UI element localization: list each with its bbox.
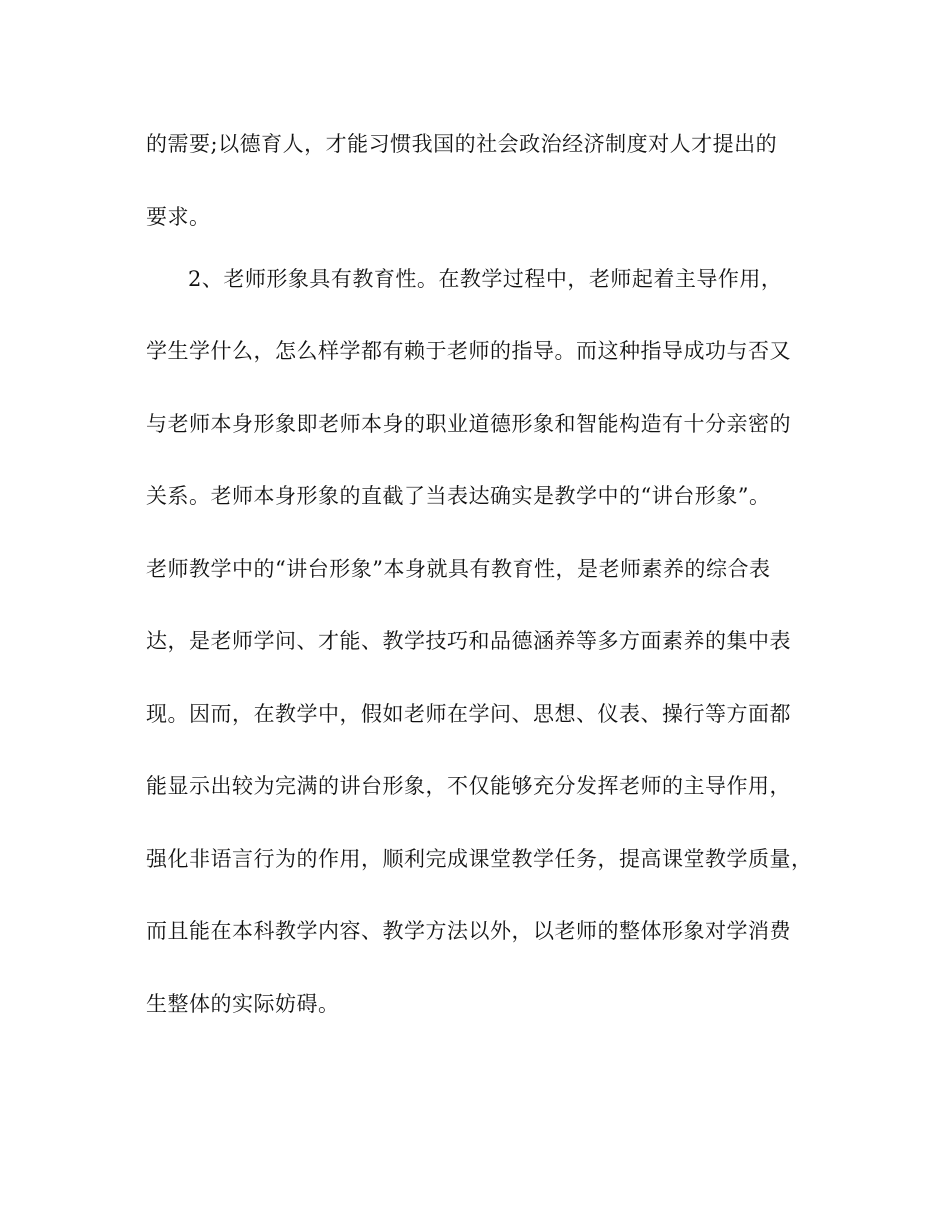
paragraph-line-2: 要求。 (146, 205, 211, 229)
paragraph-line-7: 老师教学中的“讲台形象”本身就具有教育性，是老师素养的综合表 (146, 557, 771, 581)
paragraph-line-1: 的需要;以德育人，才能习惯我国的社会政治经济制度对人才提出的 (146, 132, 778, 156)
paragraph-line-3: 2、老师形象具有教育性。在教学过程中，老师起着主导作用， (188, 267, 783, 291)
paragraph-line-4: 学生学什么，怎么样学都有赖于老师的指导。而这种指导成功与否又 (146, 339, 791, 363)
paragraph-line-8: 达，是老师学问、才能、教学技巧和品德涵养等多方面素养的集中表 (146, 629, 791, 653)
paragraph-line-6: 关系。老师本身形象的直截了当表达确实是教学中的“讲台形象”。 (146, 484, 771, 508)
paragraph-line-9: 现。因而，在教学中，假如老师在学问、思想、仪表、操行等方面都 (146, 702, 791, 726)
paragraph-line-5: 与老师本身形象即老师本身的职业道德形象和智能构造有十分亲密的 (146, 412, 791, 436)
paragraph-line-12: 而且能在本科教学内容、教学方法以外，以老师的整体形象对学消费 (146, 919, 791, 943)
paragraph-line-10: 能显示出较为完满的讲台形象，不仅能够充分发挥老师的主导作用， (146, 774, 791, 798)
paragraph-line-13: 生整体的实际妨碍。 (146, 992, 340, 1016)
paragraph-line-11: 强化非语言行为的作用，顺利完成课堂教学任务，提高课堂教学质量， (146, 847, 813, 871)
